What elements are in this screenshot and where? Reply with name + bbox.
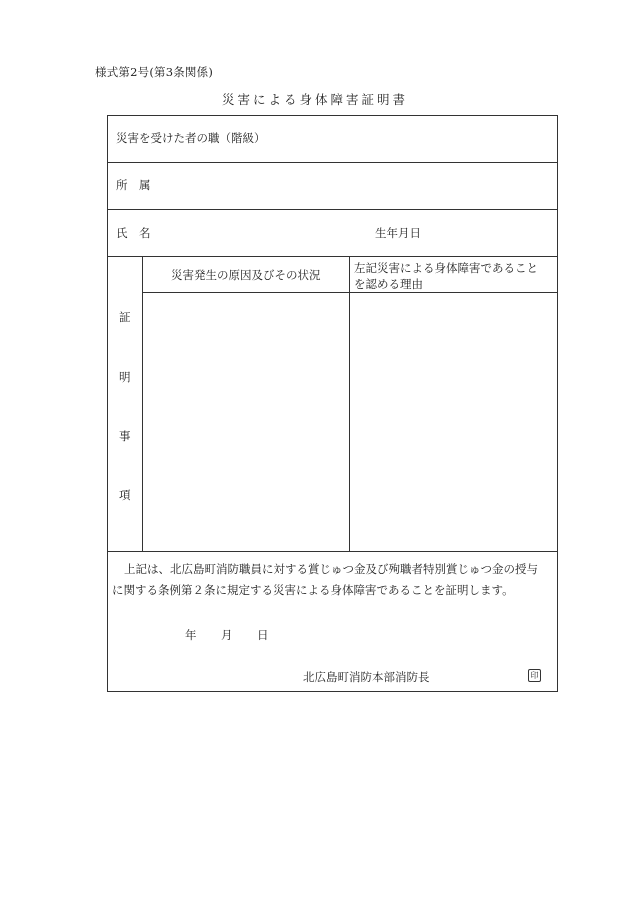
row-divider — [107, 551, 558, 552]
proof-vertical-label-char: 項 — [119, 488, 131, 502]
name-label: 氏 名 — [116, 226, 151, 240]
row-divider — [107, 162, 558, 163]
document-title: 災害による身体障害証明書 — [221, 92, 408, 107]
proof-vertical-label-char: 証 — [119, 310, 131, 324]
table-left-border — [107, 115, 108, 692]
birthdate-label: 生年月日 — [375, 226, 421, 240]
date-year-label: 年 — [185, 628, 197, 642]
proof-vertical-label-char: 明 — [119, 370, 131, 384]
certification-text-line1: 上記は、北広島町消防職員に対する賞じゅつ金及び殉職者特別賞じゅつ金の授与 — [124, 562, 538, 576]
table-bottom-border — [107, 691, 558, 692]
table-top-border — [107, 115, 558, 116]
reason-entry-area[interactable] — [350, 293, 557, 551]
proof-vertical-label-char: 事 — [119, 429, 131, 443]
signer-title: 北広島町消防本部消防長 — [303, 670, 430, 684]
cause-entry-area[interactable] — [143, 293, 349, 551]
row-divider — [107, 209, 558, 210]
row-divider — [107, 256, 558, 257]
reason-column-header-line1: 左記災害による身体障害であること — [354, 261, 538, 275]
table-right-border — [557, 115, 558, 692]
seal-mark: 印 — [528, 669, 541, 682]
position-rank-label: 災害を受けた者の職（階級） — [116, 131, 266, 145]
date-day-label: 日 — [257, 628, 269, 642]
reason-column-header-line2: を認める理由 — [354, 277, 423, 291]
affiliation-label: 所 属 — [116, 178, 151, 192]
date-month-label: 月 — [221, 628, 233, 642]
form-number: 様式第2号(第3条関係) — [95, 65, 214, 79]
cause-column-header: 災害発生の原因及びその状況 — [171, 268, 321, 282]
certification-text-line2: に関する条例第２条に規定する災害による身体障害であることを証明します。 — [112, 583, 514, 597]
